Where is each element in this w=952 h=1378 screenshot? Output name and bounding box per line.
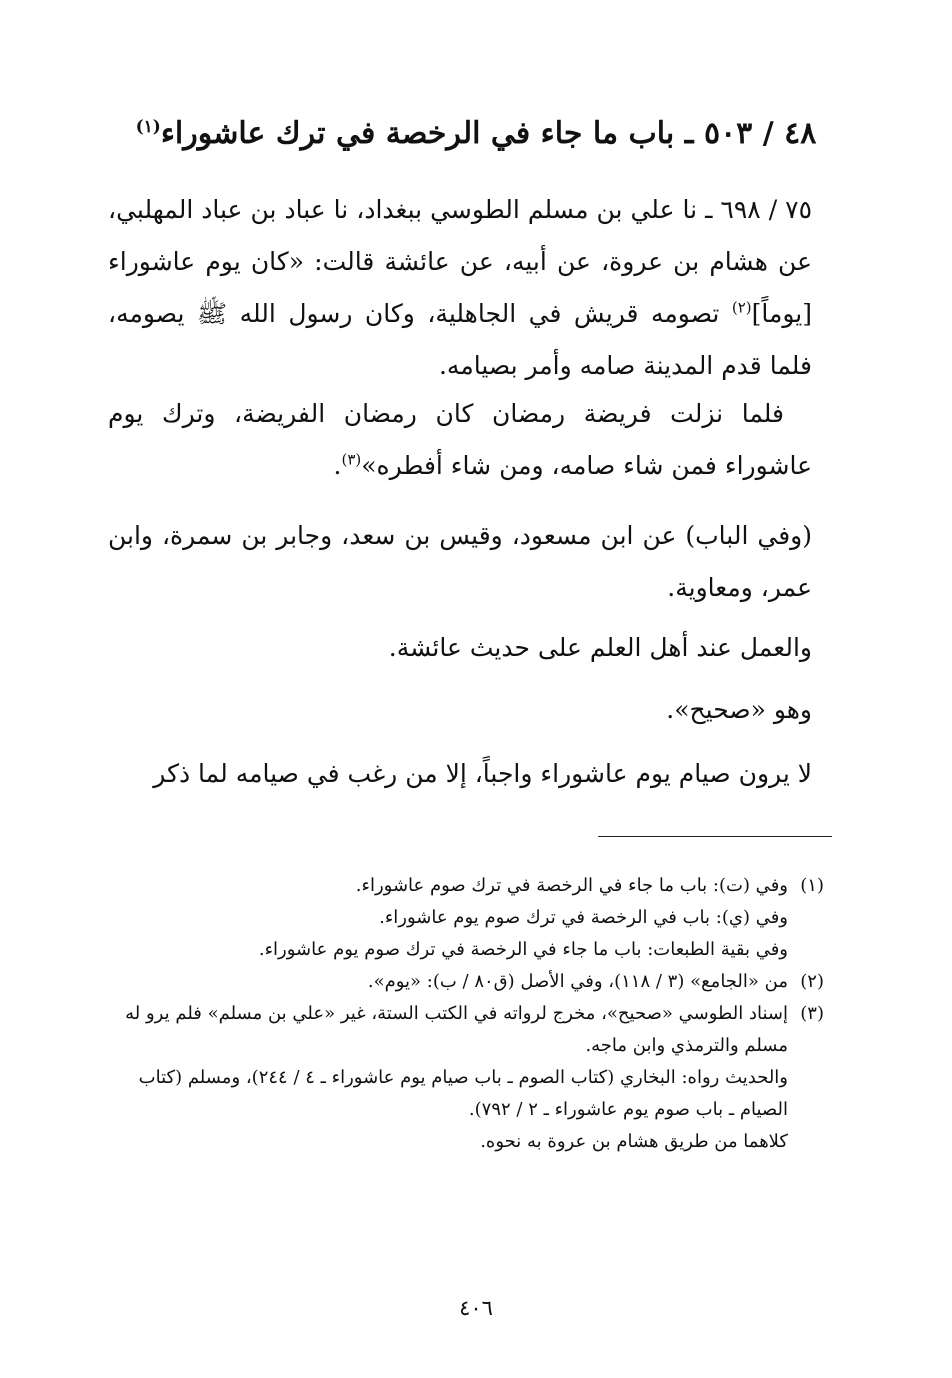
footnote-1-line-3: وفي بقية الطبعات: باب ما جاء في الرخصة في ترك صوم يوم عاشوراء.	[258, 939, 788, 960]
grading-text: وهو «صحيح».	[666, 695, 812, 724]
footnote-text: إسناد الطوسي «صحيح»، مخرج لرواته في الكتب الستة، غير «علي بن مسلم» فلم يرو له مسلم والترمذي وابن ماجه.	[125, 1003, 788, 1056]
chapter-heading	[100, 112, 852, 156]
footnote-3-line-2: والحديث رواه: البخاري (كتاب الصوم ـ باب صيام يوم عاشوراء ـ ٤ / ٢٤٤)، ومسلم (كتاب الصيام ـ باب صوم يوم عاشوراء ـ ٢ / ٧٩٢).	[138, 1067, 788, 1120]
footnote-divider	[598, 836, 832, 837]
hadith-continuation	[108, 388, 812, 492]
practice-text: والعمل عند أهل العلم على حديث عائشة.	[388, 633, 812, 662]
ruling-text: لا يرون صيام يوم عاشوراء واجباً، إلا من رغب في صيامه لما ذكر	[153, 759, 812, 788]
chapter-narrators-text: (وفي الباب) عن ابن مسعود، وقيس بن سعد، وجابر بن سمرة، وابن عمر، ومعاوية.	[108, 521, 812, 602]
footnote-text: من «الجامع» (٣ / ١١٨)، وفي الأصل (ق٨٠ / ب): «يوم».	[367, 971, 788, 992]
footnote-2	[108, 966, 824, 998]
footnote-1-line-2: وفي (ي): باب في الرخصة في ترك صوم يوم عاشوراء.	[379, 907, 788, 928]
grading-paragraph	[108, 684, 812, 736]
hadith-paragraph	[108, 184, 812, 392]
continuation-end: .	[333, 451, 342, 480]
ruling-paragraph	[108, 748, 812, 800]
footnote-1	[108, 870, 824, 902]
footnotes	[108, 870, 824, 1158]
footnote-number: (١)	[800, 875, 824, 896]
heading-footnote-ref: (١)	[135, 117, 161, 137]
footnote-ref-3: (٣)	[341, 450, 362, 469]
chapter-narrators-paragraph	[108, 510, 812, 614]
footnote-text: وفي (ت): باب ما جاء في الرخصة في ترك صوم عاشوراء.	[355, 875, 788, 896]
chapter-heading-text: ٤٨ / ٥٠٣ ـ باب ما جاء في الرخصة في ترك عاشوراء	[160, 116, 817, 151]
footnote-number: (٢)	[800, 971, 824, 992]
practice-paragraph	[108, 622, 812, 674]
footnote-3	[108, 998, 824, 1062]
hadith-text-part2: تصومه قريش في الجاهلية، وكان رسول الله ﷺ يصومه، فلما قدم المدينة صامه وأمر بصيامه.	[108, 299, 812, 380]
footnote-3-line-3: كلاهما من طريق هشام بن عروة به نحوه.	[480, 1131, 788, 1152]
footnote-number: (٣)	[800, 1003, 824, 1024]
hadith-text-part1: ٧٥ / ٦٩٨ ـ نا علي بن مسلم الطوسي ببغداد، نا عباد بن عباد المهلبي، عن هشام بن عروة، عن أبيه، عن عائشة قالت: «كان يوم عاشوراء [يوماً]	[108, 195, 812, 328]
page-number: ٤٠٦	[459, 1296, 493, 1320]
footnote-ref-2: (٢)	[731, 298, 752, 317]
continuation-text: فلما نزلت فريضة رمضان كان رمضان الفريضة، وترك يوم عاشوراء فمن شاء صامه، ومن شاء أفطره»	[108, 399, 812, 480]
